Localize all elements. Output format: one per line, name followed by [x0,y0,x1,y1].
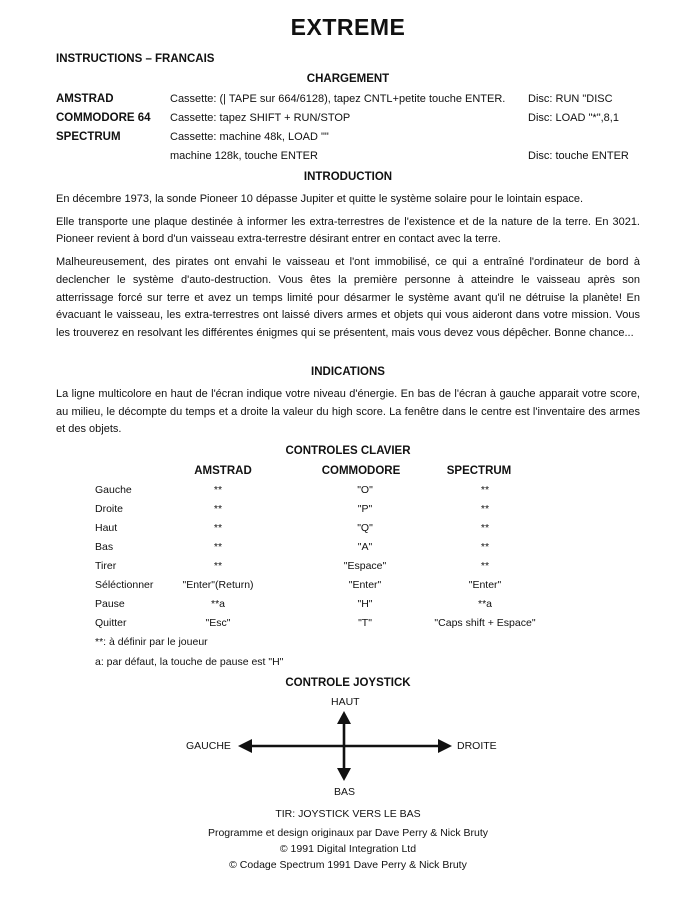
loading-cassette-spectrum-48k: Cassette: machine 48k, LOAD "" [170,131,329,143]
joystick-left-label: GAUCHE [186,740,231,752]
joystick-cross-icon [236,710,454,782]
instructions-subtitle: INSTRUCTIONS – FRANCAIS [56,53,215,65]
loading-system-c64: COMMODORE 64 [56,112,151,124]
controls-key-commodore: "Q" [357,522,373,534]
credits-line-copyright: © 1991 Digital Integration Ltd [279,843,417,855]
introduction-heading: INTRODUCTION [303,171,393,183]
indications-paragraph: La ligne multicolore en haut de l'écran indique votre niveau d'énergie. En bas de l'écran à gauche apparait votre score, au milieu, le décompte du temps et a droite la valeur du high score. La fenêtre dans le centre est l'inventaire des armes et des objets. [56,388,640,436]
page-title: EXTREME [290,14,406,40]
controls-action-label: Haut [95,522,118,534]
joystick-heading: CONTROLE JOYSTICK [285,677,411,689]
controls-action-label: Quitter [95,617,127,629]
controls-action-label: Tirer [95,560,117,572]
controls-key-amstrad: ** [213,522,223,534]
controls-column-amstrad: AMSTRAD [194,465,252,477]
controls-action-label: Pause [95,598,125,610]
indications-heading: INDICATIONS [311,366,385,378]
loading-disc-c64: Disc: LOAD "*",8,1 [528,112,619,124]
loading-system-spectrum: SPECTRUM [56,131,121,143]
controls-key-amstrad: ** [213,484,223,496]
controls-note-define: **: à définir par le joueur [95,636,208,648]
controls-key-spectrum: ** [480,503,490,515]
controls-key-spectrum: "Enter" [468,579,502,591]
controls-key-commodore: "O" [357,484,373,496]
controls-key-spectrum: ** [480,484,490,496]
joystick-right-label: DROITE [457,740,497,752]
loading-disc-spectrum: Disc: touche ENTER [528,150,629,162]
controls-action-label: Bas [95,541,114,553]
controls-key-commodore: "Enter" [348,579,382,591]
loading-cassette-c64: Cassette: tapez SHIFT + RUN/STOP [170,112,351,124]
joystick-down-label: BAS [334,786,356,798]
controls-key-spectrum: ** [480,522,490,534]
controls-key-commodore: "H" [357,598,373,610]
joystick-up-label: HAUT [331,696,360,708]
controls-note-pause: a: par défaut, la touche de pause est "H" [95,656,284,668]
controls-key-spectrum: "Caps shift + Espace" [434,617,536,629]
controls-key-commodore: "A" [357,541,373,553]
controls-action-label: Droite [95,503,124,515]
loading-cassette-amstrad: Cassette: (| TAPE sur 664/6128), tapez CNTL+petite touche ENTER. [170,93,506,105]
loading-heading: CHARGEMENT [306,73,390,85]
controls-heading: CONTROLES CLAVIER [285,445,411,457]
controls-key-spectrum: ** [480,560,490,572]
controls-key-amstrad: ** [213,541,223,553]
controls-key-amstrad: "Enter"(Return) [182,579,254,591]
controls-key-amstrad: ** [213,503,223,515]
controls-key-amstrad: "Esc" [205,617,231,629]
intro-paragraph: Elle transporte une plaque destinée à informer les extra-terrestres de l'existence et de la nature de la terre. En 3021. Pioneer revient à bord d'un vaisseau extra-terrestre désirant entrer en contact avec la terre. [56,215,640,246]
controls-action-label: Séléctionner [95,579,154,591]
controls-key-amstrad: ** [213,560,223,572]
indications-body [56,386,640,439]
intro-paragraph: Malheureusement, des pirates ont envahi le vaisseau et l'ont immobilisé, ce qui a entraîné l'ordinateur de bord à declencher le système d'auto-destruction. Vous êtes la première personne à atteindre le vaisseau après son atterrissage forcé sur terre et avez un temps limité pour désarmer le système avant qu'il ne détruise la planète! En évacuant le vaisseau, les extra-terrestres ont laissé divers armes et objets qui vous aideront dans votre mission. Vous les trouverez en resolvant les différentes énigmes qui se présentent, mais vous devez vous dépêcher. Bonne chance... [56,256,640,339]
credits-line-design: Programme et design originaux par Dave Perry & Nick Bruty [207,827,489,839]
introduction-body [56,191,640,343]
controls-key-spectrum: ** [480,541,490,553]
controls-key-commodore: "Espace" [343,560,387,572]
credits-line-spectrum: © Codage Spectrum 1991 Dave Perry & Nick Bruty [229,859,467,871]
joystick-fire-note: TIR: JOYSTICK VERS LE BAS [275,808,421,820]
loading-cassette-spectrum-128k: machine 128k, touche ENTER [170,150,318,162]
controls-column-spectrum: SPECTRUM [446,465,512,477]
controls-key-amstrad: **a [210,598,225,610]
controls-key-commodore: "P" [357,503,373,515]
loading-disc-amstrad: Disc: RUN "DISC [528,93,613,105]
intro-paragraph: En décembre 1973, la sonde Pioneer 10 dépasse Jupiter et quitte le système solaire pour le lointain espace. [56,193,584,205]
controls-action-label: Gauche [95,484,132,496]
controls-key-spectrum: **a [477,598,492,610]
controls-column-commodore: COMMODORE [321,465,401,477]
loading-system-amstrad: AMSTRAD [56,93,114,105]
controls-key-commodore: "T" [358,617,372,629]
